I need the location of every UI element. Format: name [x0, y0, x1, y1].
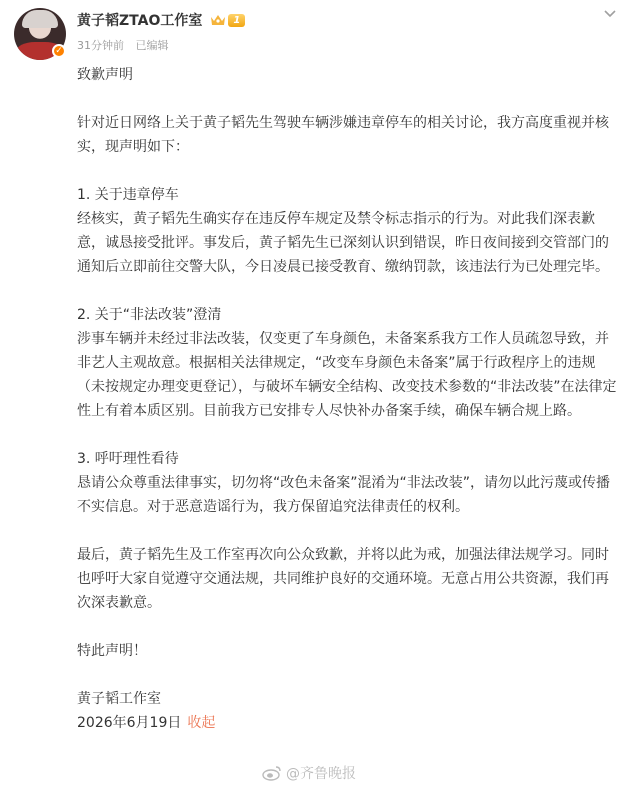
section-heading: 3. 呼吁理性看待	[77, 451, 179, 467]
level-badge: 1	[228, 14, 245, 27]
section-3	[77, 447, 617, 519]
post-intro: 针对近日网络上关于黄子韬先生驾驶车辆涉嫌违章停车的相关讨论，我方高度重视并核实，现声明如下：	[77, 115, 609, 155]
signature: 黄子韬工作室	[77, 691, 161, 707]
signature-date: 2026年6月19日	[77, 715, 182, 731]
section-heading: 1. 关于违章停车	[77, 187, 179, 203]
section-2	[77, 303, 617, 423]
watermark-text: @齐鲁晚报	[286, 766, 356, 782]
weibo-icon	[262, 765, 282, 781]
post-body	[77, 63, 617, 735]
user-header	[77, 10, 245, 30]
post-closing: 最后，黄子韬先生及工作室再次向公众致歉，并将以此为戒，加强法律法规学习。同时也呼吁大家自觉遵守交通法规，共同维护良好的交通环境。无意占用公共资源，我们再次深表歉意。	[77, 547, 609, 611]
post-title: 致歉声明	[77, 67, 133, 83]
watermark	[262, 763, 356, 783]
crown-icon	[210, 13, 226, 27]
username[interactable]: 黄子韬ZTAO工作室	[77, 13, 203, 29]
verified-icon: ✓	[52, 44, 66, 58]
signature-date-line	[77, 711, 617, 735]
avatar-hat	[22, 10, 58, 28]
section-body: 恳请公众尊重法律事实，切勿将“改色未备案”混淆为“非法改装”，请勿以此污蔑或传播不实信息。对于恶意造谣行为，我方保留追究法律责任的权利。	[77, 475, 611, 515]
chevron-down-icon[interactable]	[603, 6, 617, 22]
section-heading: 2. 关于“非法改装”澄清	[77, 307, 222, 323]
section-1	[77, 183, 617, 279]
post-time[interactable]: 31分钟前	[77, 39, 124, 52]
collapse-link[interactable]: 收起	[187, 715, 216, 731]
post-declaration: 特此声明！	[77, 643, 147, 659]
vip-badge[interactable]	[210, 13, 245, 27]
edited-label[interactable]: 已编辑	[135, 39, 169, 52]
post-meta	[77, 37, 177, 53]
section-body: 经核实，黄子韬先生确实存在违反停车规定及禁令标志指示的行为。对此我们深表歉意，诚恳接受批评。事发后，黄子韬先生已深刻认识到错误，昨日夜间接到交管部门的通知后立即前往交警大队，今日凌晨已接受教育、缴纳罚款，该违法行为已处理完毕。	[77, 211, 609, 275]
section-body: 涉事车辆并未经过非法改装，仅变更了车身颜色，未备案系我方工作人员疏忽导致，并非艺人主观故意。根据相关法律规定，“改变车身颜色未备案”属于行政程序上的违规（未按规定办理变更登记），与破坏车辆安全结构、改变技术参数的“非法改装”在法律定性上有着本质区别。目前我方已安排专人尽快补办备案手续，确保车辆合规上路。	[77, 331, 617, 419]
